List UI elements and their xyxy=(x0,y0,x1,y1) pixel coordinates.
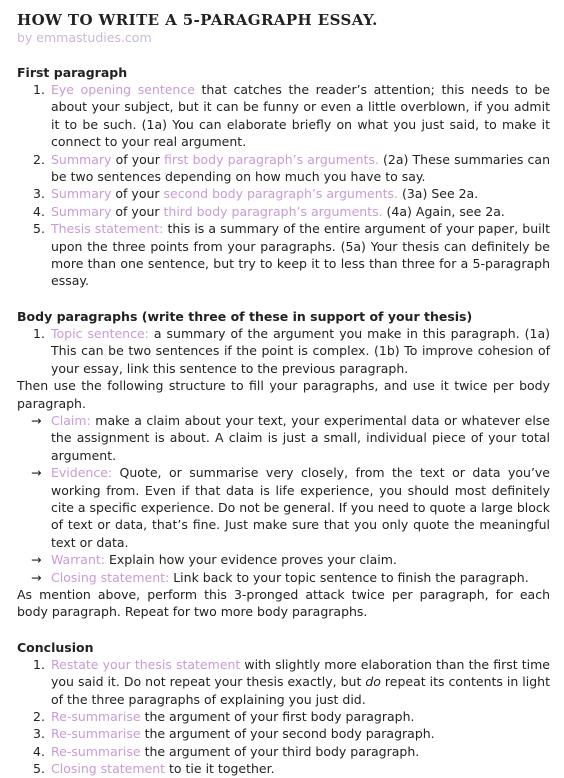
item-text: (4a) Again, see 2a. xyxy=(382,203,505,219)
emphasis-text: do xyxy=(365,674,381,690)
body-paragraph-list xyxy=(17,325,550,377)
highlight-term: Summary xyxy=(51,186,112,202)
highlight-term: Eye opening sentence xyxy=(51,82,195,97)
structure-list xyxy=(17,412,550,586)
item-text: a summary of the argument you make in this paragraph. (1a) This can be two sentences if the point is complex. (1b) To improve cohesion of your essay, link this sentence to the previous paragraph. xyxy=(51,325,551,376)
item-text: Quote, or summarise very closely, from the text or data you’ve working from. Even if that data is life experience, you should most definitely cite a specific experience. Do not be general. If you need to quote a large block of text or data, that’s fine. Just make sure that you only quote the meaningful text or data. xyxy=(51,465,550,550)
item-text: repeat its contents in light of the three paragraphs of explaining you just did. xyxy=(51,674,551,707)
list-item xyxy=(33,151,550,186)
highlight-term: first body paragraph’s arguments. xyxy=(164,151,379,167)
highlight-term: Closing statement: xyxy=(51,569,170,585)
list-item xyxy=(33,220,550,290)
section-body-paragraphs xyxy=(17,308,550,621)
item-number: 1. xyxy=(33,82,45,97)
item-text: make a claim about your text, your experimental data or whatever else the assignment is about. A claim is just a small, individual piece of your total argument. xyxy=(51,412,550,463)
item-text: of your xyxy=(111,186,164,202)
item-text: the argument of your third body paragraph. xyxy=(140,743,420,759)
list-item xyxy=(33,725,550,742)
item-text: with slightly more elaboration than the first time you said it. Do not repeat your thesis exactly, but xyxy=(51,656,550,690)
section-conclusion xyxy=(17,639,550,778)
item-number: 4. xyxy=(33,743,45,759)
item-number: 2. xyxy=(33,709,45,724)
list-item xyxy=(33,203,550,220)
item-number: 2. xyxy=(33,151,45,167)
highlight-term: Re-summarise xyxy=(51,709,141,724)
item-number: 5. xyxy=(33,761,45,777)
arrow-icon: → xyxy=(31,552,42,568)
item-text: (3a) See 2a. xyxy=(398,186,479,202)
item-number: 3. xyxy=(33,726,45,742)
item-number: 1. xyxy=(33,656,45,672)
section-heading: Conclusion xyxy=(17,639,94,655)
list-item xyxy=(33,743,550,760)
item-number: 1. xyxy=(33,325,45,341)
list-item xyxy=(31,412,550,464)
item-text: the argument of your second body paragraph. xyxy=(140,726,435,742)
highlight-term: third body paragraph’s arguments. xyxy=(163,203,383,219)
section-heading: Body paragraphs (write three of these in support of your thesis) xyxy=(17,308,473,324)
item-text: to tie it together. xyxy=(165,761,275,777)
arrow-icon: → xyxy=(31,569,42,585)
item-number: 4. xyxy=(33,203,45,219)
highlight-term: Warrant: xyxy=(51,552,105,568)
item-text: the argument of your first body paragraph. xyxy=(140,709,415,724)
conclusion-list xyxy=(17,656,550,778)
item-text: (2a) These summaries can be two sentences depending on how much you have to say. xyxy=(51,151,550,185)
item-number: 3. xyxy=(33,186,45,202)
item-text: this is a summary of the entire argument of your paper, built upon the three points from your paragraphs. (5a) Your thesis can definitely be more than one sentence, but try to keep it to less than three for a 5-paragraph essay. xyxy=(51,221,550,289)
highlight-term: Thesis statement: xyxy=(51,221,164,237)
highlight-term: Re-summarise xyxy=(51,743,141,759)
first-paragraph-list xyxy=(17,81,550,290)
list-item xyxy=(33,185,550,202)
item-text: of your xyxy=(111,203,164,219)
highlight-term: second body paragraph’s arguments. xyxy=(163,186,398,202)
section-heading: First paragraph xyxy=(17,65,128,80)
highlight-term: Claim: xyxy=(51,412,91,428)
list-item xyxy=(31,569,550,586)
item-text: Explain how your evidence proves your claim. xyxy=(104,552,397,568)
highlight-term: Restate your thesis statement xyxy=(51,656,241,672)
highlight-term: Summary xyxy=(51,151,112,167)
list-item xyxy=(33,708,550,725)
highlight-term: Closing statement xyxy=(51,761,166,777)
item-text: Link back to your topic sentence to finish the paragraph. xyxy=(169,569,529,585)
structure-intro: Then use the following structure to fill your paragraphs, and use it twice per body paragraph. xyxy=(17,378,550,411)
highlight-term: Evidence: xyxy=(51,465,113,481)
arrow-icon: → xyxy=(31,412,42,428)
page-title: HOW TO WRITE A 5-PARAGRAPH ESSAY. xyxy=(17,11,378,29)
highlight-term: Topic sentence: xyxy=(51,325,149,341)
section-first-paragraph xyxy=(17,64,550,290)
list-item xyxy=(31,464,550,551)
item-number: 5. xyxy=(33,221,45,237)
list-item xyxy=(33,760,550,777)
list-item xyxy=(33,656,551,708)
highlight-term: Re-summarise xyxy=(51,726,141,742)
list-item xyxy=(33,325,551,377)
list-item xyxy=(33,81,550,151)
structure-outro: As mention above, perform this 3-pronged attack twice per paragraph, for each body paragraph. Repeat for two more body paragraphs. xyxy=(17,586,550,620)
page-subtitle: by emmastudies.com xyxy=(17,30,152,45)
item-text: that catches the reader’s attention; this needs to be about your subject, but it can be funny or even a little overblown, if you admit it to be such. (1a) You can elaborate briefly on what you just said, to make it connect to your real argument. xyxy=(51,82,550,150)
arrow-icon: → xyxy=(31,465,42,481)
highlight-term: Summary xyxy=(51,203,112,219)
item-text: of your xyxy=(111,151,165,167)
list-item xyxy=(31,551,550,568)
